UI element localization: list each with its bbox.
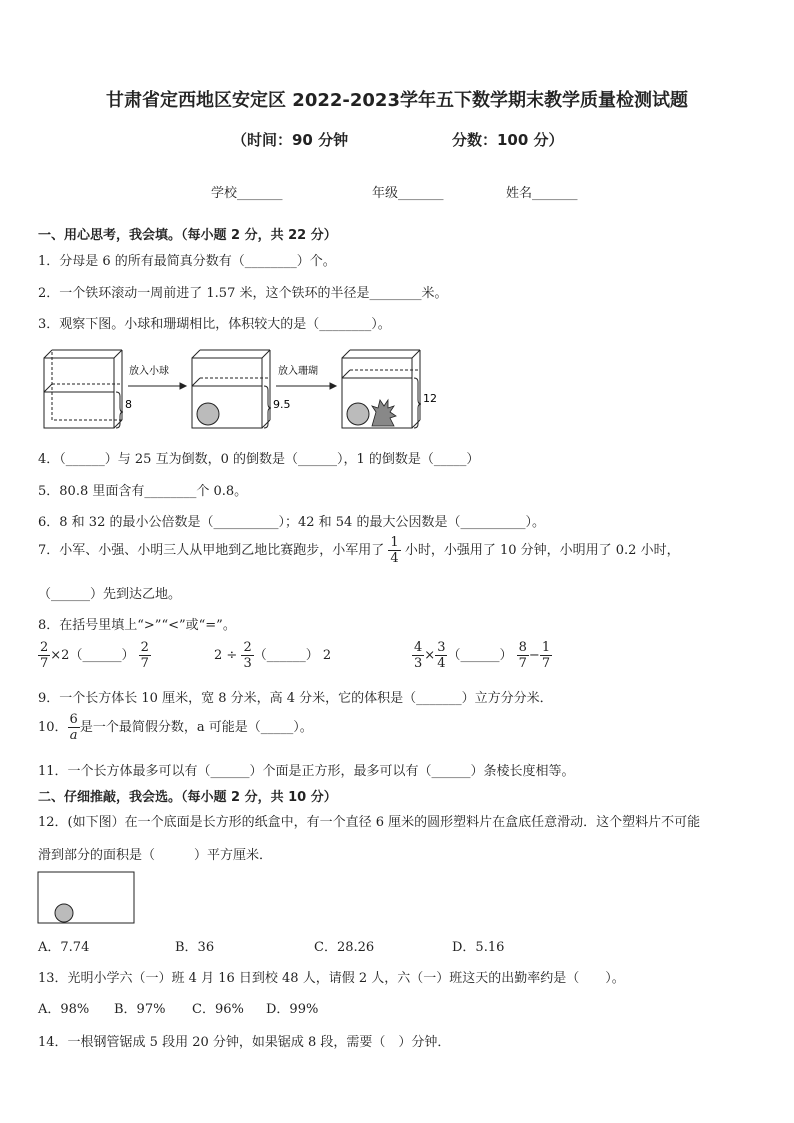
question-10: 10． $\frac{6}{a}$ 是一个最简假分数，a 可能是（_____）。 — [38, 712, 313, 743]
grade-field: 年级_______ — [372, 186, 444, 201]
page-title: 甘肃省定西地区安定区 2022-2023学年五下数学期末教学质量检测试题 — [106, 90, 688, 111]
question-8: 8．在括号里填上“>”“<”或“=”。 — [38, 618, 236, 633]
q12-option-d: D．5.16 — [452, 940, 505, 955]
height-2: 9.5 — [273, 398, 291, 411]
section-1-heading: 一、用心思考，我会填。（每小题 2 分，共 22 分） — [38, 228, 337, 243]
question-1: 1．分母是 6 的所有最简真分数有（________）个。 — [38, 254, 336, 269]
arrow-1-label: 放入小球 — [129, 366, 169, 377]
plastic-disc-icon — [55, 904, 73, 922]
ball-icon — [347, 403, 369, 425]
coral-icon — [372, 400, 396, 426]
q8-expression-3: $\frac{4}{3}$ × $\frac{3}{4}$ （______） $\frac{8}{7}$ − $\frac{1}{7}$ — [414, 640, 551, 671]
q7-text-a: 7．小军、小强、小明三人从甲地到乙地比赛跑步，小军用了 — [38, 543, 385, 558]
q13-option-c: C．96% — [192, 1002, 244, 1017]
question-6: 6．8 和 32 的最小公倍数是（__________）；42 和 54 的最大公因数是（__________）。 — [38, 515, 545, 530]
q7-fraction: $\frac{1}{4}$ — [390, 535, 399, 566]
question-14: 14．一根钢管锯成 5 段用 20 分钟，如果锯成 8 段，需要（ ）分钟． — [38, 1035, 451, 1050]
question-5: 5．80.8 里面含有________个 0.8。 — [38, 484, 248, 499]
question-11: 11．一个长方体最多可以有（______）个面是正方形，最多可以有（______）条棱长度相等。 — [38, 764, 575, 779]
question-7 — [38, 535, 680, 566]
name-field: 姓名_______ — [506, 186, 578, 201]
q13-option-d: D．99% — [266, 1002, 319, 1017]
question-4: 4．（______）与 25 互为倒数，0 的倒数是（______），1 的倒数是（_____） — [38, 452, 480, 467]
q12-option-b: B．36 — [175, 940, 215, 955]
q3-tank-figure — [36, 344, 446, 436]
section-2-heading: 二、仔细推敲，我会选。（每小题 2 分，共 10 分） — [38, 790, 337, 805]
question-12-line-2: 滑到部分的面积是（ ）平方厘米． — [38, 848, 273, 863]
q12-option-a: A．7.74 — [38, 940, 90, 955]
q13-option-b: B．97% — [114, 1002, 166, 1017]
ball-icon — [197, 403, 219, 425]
height-1: 8 — [125, 398, 132, 411]
question-9: 9．一个长方体长 10 厘米，宽 8 分米，高 4 分米，它的体积是（_______）立方分分米． — [38, 691, 553, 706]
question-2: 2．一个铁环滚动一周前进了 1.57 米，这个铁环的半径是________米。 — [38, 286, 448, 301]
q12-box-figure — [36, 870, 138, 926]
exam-time: （时间：90 分钟 — [232, 131, 349, 149]
exam-score: 分数：100 分） — [452, 131, 564, 149]
question-12-line-1: 12．(如下图）在一个底面是长方形的纸盒中，有一个直径 6 厘米的圆形塑料片在盒底任意滑动．这个塑料片不可能 — [38, 815, 701, 830]
q8-expression-2: 2 ÷ $\frac{2}{3}$ （______） 2 — [214, 640, 332, 671]
q8-expression-1: $\frac{2}{7}$ ×2（______） $\frac{2}{7}$ — [40, 640, 149, 671]
height-3: 12 — [423, 392, 437, 405]
q13-option-a: A．98% — [38, 1002, 90, 1017]
question-3: 3．观察下图。小球和珊瑚相比，体积较大的是（________）。 — [38, 317, 391, 332]
question-7-line-2: （______）先到达乙地。 — [38, 587, 182, 602]
question-13: 13．光明小学六（一）班 4 月 16 日到校 48 人，请假 2 人，六（一）班这天的出勤率约是（ ）。 — [38, 971, 625, 986]
arrow-2-label: 放入珊瑚 — [278, 366, 318, 377]
school-field: 学校_______ — [211, 186, 283, 201]
q12-option-c: C．28.26 — [314, 940, 375, 955]
q7-text-b: 小时，小强用了 10 分钟，小明用了 0.2 小时， — [404, 543, 680, 558]
